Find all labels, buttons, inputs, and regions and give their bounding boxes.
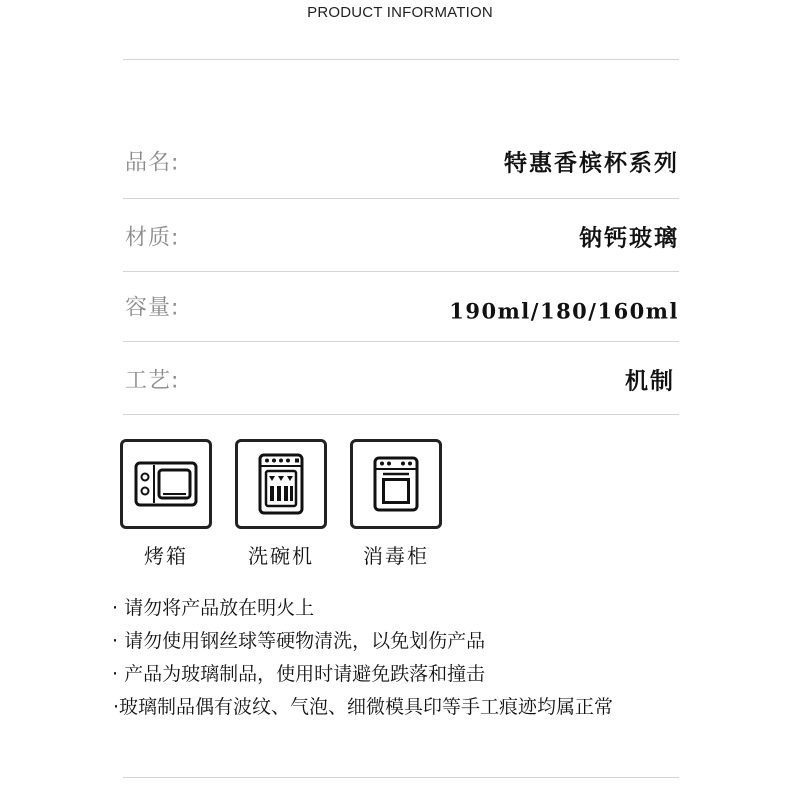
care-note: ·玻璃制品偶有波纹、气泡、细微模具印等手工痕迹均属正常 [113,696,614,718]
sterilizer-cabinet-icon [371,454,421,514]
spec-divider [123,198,679,199]
spec-label: 工艺: [125,368,180,394]
care-note: · 产品为玻璃制品，使用时请避免跌落和撞击 [112,663,486,685]
appliance-label: 洗碗机 [248,544,314,568]
oven-icon [133,459,199,509]
footer-divider [123,777,679,778]
spec-row-capacity [123,286,679,326]
appliance-label: 烤箱 [144,544,188,568]
spec-value: 钠钙玻璃 [579,224,679,252]
spec-value: 机制 [625,367,675,395]
spec-value: 190ml/180/160ml [449,298,679,324]
spec-label: 容量: [125,295,180,321]
spec-label: 材质: [125,225,180,251]
care-note: · 请勿使用钢丝球等硬物清洗，以免划伤产品 [112,630,486,652]
spec-divider [123,271,679,272]
appliance-label: 消毒柜 [363,544,429,568]
care-note: · 请勿将产品放在明火上 [112,597,315,619]
appliance-sterilizer [350,439,442,569]
spec-value: 特惠香槟杯系列 [504,149,679,177]
spec-label: 品名: [125,150,180,176]
spec-row-process [123,359,679,399]
appliance-oven [120,439,212,569]
spec-row-name [123,141,679,181]
dishwasher-icon [255,452,307,516]
header-divider [123,59,679,60]
spec-divider [123,341,679,342]
spec-divider [123,414,679,415]
care-notes [112,592,712,724]
spec-row-material [123,216,679,256]
appliance-dishwasher [235,439,327,569]
page-title: PRODUCT INFORMATION [307,4,493,21]
